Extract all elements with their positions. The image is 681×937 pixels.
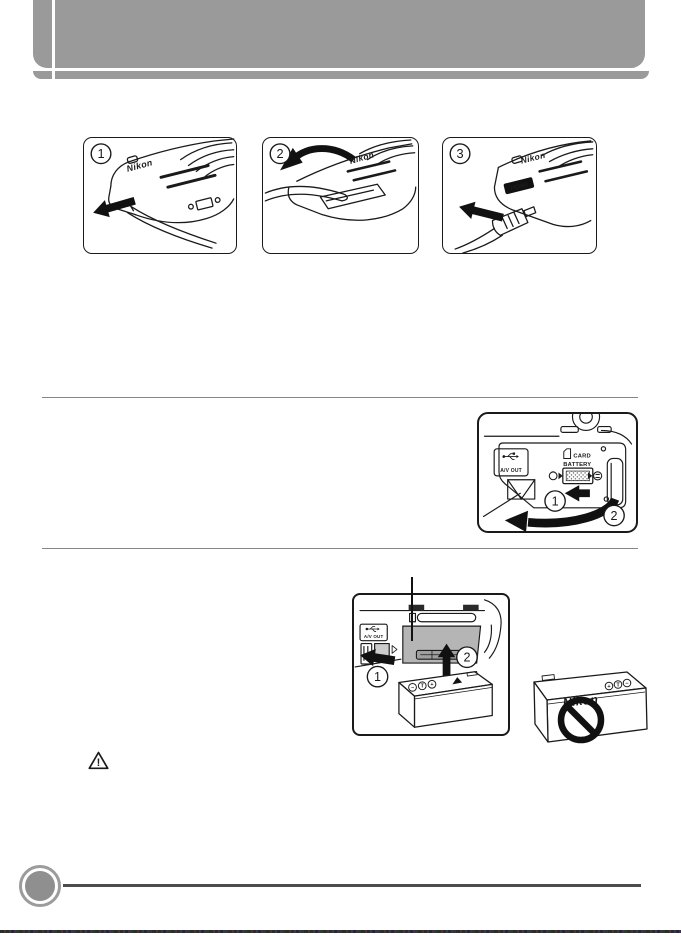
figure-open-cover [477,412,638,533]
strap-cord [131,207,216,243]
figure-strap-step-2 [262,137,419,254]
open-cover-flap [320,184,385,209]
memory-card-icon [564,449,571,459]
chapter-header-main [33,0,645,68]
strap-cord [265,186,340,193]
warning-icon [88,751,109,770]
step-number: 2 [463,650,471,665]
warning-mark: ! [96,757,101,770]
insert-battery-art [354,595,508,734]
swing-arrow-curve [293,149,354,160]
brand-label: Nikon [562,692,599,710]
step-number: 1 [97,146,105,162]
latch-callout-line [411,577,413,641]
cable [455,228,494,249]
slide-triangle-left [558,473,562,480]
plug-tip [524,207,536,217]
strap-step-1-art [84,138,236,253]
direction-arrow-left-icon [91,192,137,221]
step-number: 2 [610,508,618,523]
section-divider [42,548,638,549]
page-number-dot-fill [25,871,55,901]
wrong-battery-art [529,667,651,749]
open-swing-arrow [528,499,615,523]
figure-strap-step-3 [442,137,597,254]
camera-line-art [109,139,234,248]
footer-rule [63,884,641,887]
strap-step-3-art [443,138,596,253]
av-out-label: A/V OUT [363,633,384,639]
step-number: 2 [276,146,284,162]
lock-icon [594,472,602,480]
connector-panel [188,196,221,212]
hdmi-port [503,177,534,195]
caution-note [88,751,109,770]
battery-label: BATTERY [563,462,592,469]
step-number: 1 [374,670,382,685]
usb-icon [503,452,519,459]
hdmi-label: HDMI [509,181,529,193]
terminal-t: T [616,682,620,689]
brand-label: Nikon [519,149,547,166]
terminal-plus: + [607,684,611,690]
slide-arrow-icon [565,485,590,501]
direction-arrow-left-icon [457,198,505,226]
step-number: 1 [551,494,559,509]
unlock-icon [549,472,557,480]
screw-hole [601,447,605,451]
latch-triangle [392,646,397,654]
mode-dial [572,414,599,430]
card-slot [417,613,475,621]
terminal-t: T [420,683,424,690]
step-number: 3 [456,146,464,162]
page-number-dot [19,865,61,907]
scan-noise-strip [0,930,681,933]
strap-step-2-art [263,138,418,253]
chapter-header-divider [52,0,55,79]
terminal-plus: + [430,682,434,689]
cover-edge-tab [607,458,622,504]
av-out-label: A/V OUT [500,468,522,475]
usb-icon [366,627,380,632]
battery [399,671,492,727]
chapter-header-strip [33,71,649,79]
figure-wrong-battery [529,667,651,749]
open-swing-arrow-head [505,511,528,531]
brand-label: Nikon [348,149,376,166]
open-cover-art [479,414,636,531]
card-label: CARD [573,453,591,460]
terminal-minus: − [410,685,415,692]
terminal-minus: − [625,681,629,687]
brand-label: Nikon [125,157,154,174]
figure-strap-step-1 [83,137,237,254]
figure-insert-battery [352,593,510,736]
section-divider [42,397,638,398]
